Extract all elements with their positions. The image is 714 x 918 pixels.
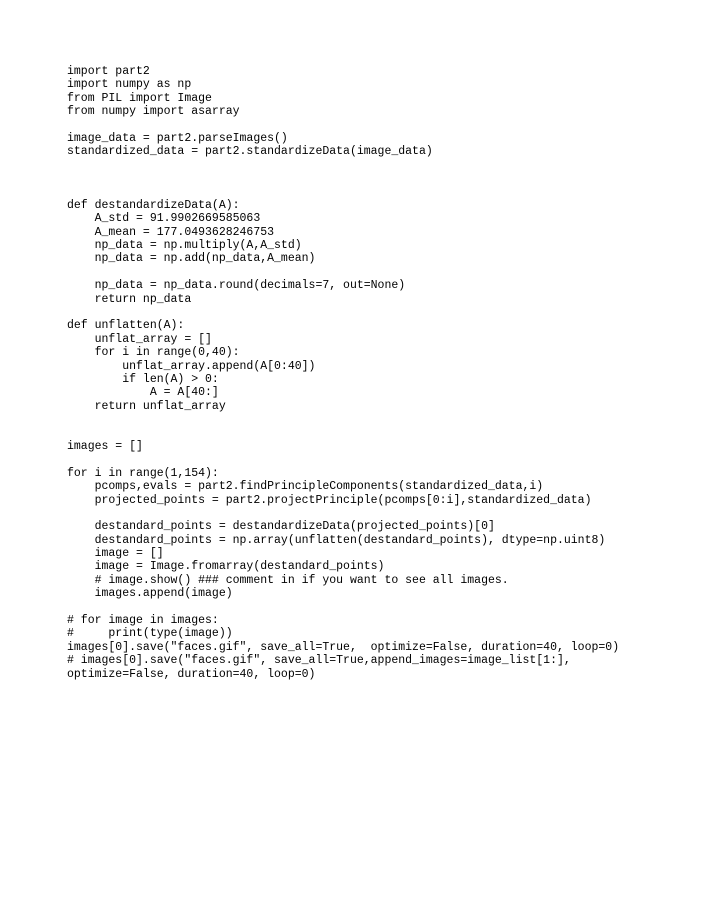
code-line <box>67 172 619 185</box>
code-line: image = [] <box>67 547 164 561</box>
code-line: A = A[40:] <box>67 386 219 400</box>
code-line: unflat_array.append(A[0:40]) <box>67 359 316 373</box>
code-line: np_data = np_data.round(decimals=7, out=None) <box>67 279 406 293</box>
code-line: optimize=False, duration=40, loop=0) <box>67 667 316 681</box>
code-line <box>67 119 619 132</box>
code-line: image_data = part2.parseImages() <box>67 131 288 145</box>
code-line <box>67 266 619 279</box>
code-line: return unflat_array <box>67 399 226 413</box>
code-line: images[0].save("faces.gif", save_all=True, optimize=False, duration=40, loop=0) <box>67 640 620 654</box>
code-line: destandard_points = np.array(unflatten(destandard_points), dtype=np.uint8) <box>67 533 606 547</box>
code-line: images.append(image) <box>67 587 233 601</box>
code-line <box>67 413 619 426</box>
code-line: projected_points = part2.projectPrinciple(pcomps[0:i],standardized_data) <box>67 493 592 507</box>
code-line: def unflatten(A): <box>67 319 185 333</box>
code-line: if len(A) > 0: <box>67 372 219 386</box>
code-line: def destandardizeData(A): <box>67 198 240 212</box>
code-line: return np_data <box>67 292 192 306</box>
code-line: # image.show() ### comment in if you want to see all images. <box>67 573 509 587</box>
code-line: A_std = 91.9902669585063 <box>67 212 261 226</box>
code-line: from numpy import asarray <box>67 105 240 119</box>
code-line <box>67 601 619 614</box>
code-line: from PIL import Image <box>67 91 212 105</box>
code-line: standardized_data = part2.standardizeData(image_data) <box>67 145 433 159</box>
code-line: # print(type(image)) <box>67 627 233 641</box>
code-line: images = [] <box>67 439 143 453</box>
code-line: import part2 <box>67 65 150 78</box>
code-line: for i in range(0,40): <box>67 346 240 360</box>
code-listing <box>67 65 619 681</box>
code-line: A_mean = 177.0493628246753 <box>67 225 275 239</box>
code-line: unflat_array = [] <box>67 332 212 346</box>
code-line: destandard_points = destandardizeData(projected_points)[0] <box>67 520 495 534</box>
code-line: np_data = np.add(np_data,A_mean) <box>67 252 316 266</box>
code-line: pcomps,evals = part2.findPrincipleComponents(standardized_data,i) <box>67 480 544 494</box>
code-line <box>67 159 619 172</box>
code-line <box>67 306 619 319</box>
code-line: # images[0].save("faces.gif", save_all=True,append_images=image_list[1:], <box>67 654 571 668</box>
code-line: import numpy as np <box>67 78 192 92</box>
code-line: # for image in images: <box>67 614 219 628</box>
code-line <box>67 453 619 466</box>
code-line: np_data = np.multiply(A,A_std) <box>67 239 302 253</box>
code-line: for i in range(1,154): <box>67 466 219 480</box>
code-line <box>67 427 619 440</box>
code-line <box>67 186 619 199</box>
code-line: image = Image.fromarray(destandard_points) <box>67 560 385 574</box>
code-line <box>67 507 619 520</box>
